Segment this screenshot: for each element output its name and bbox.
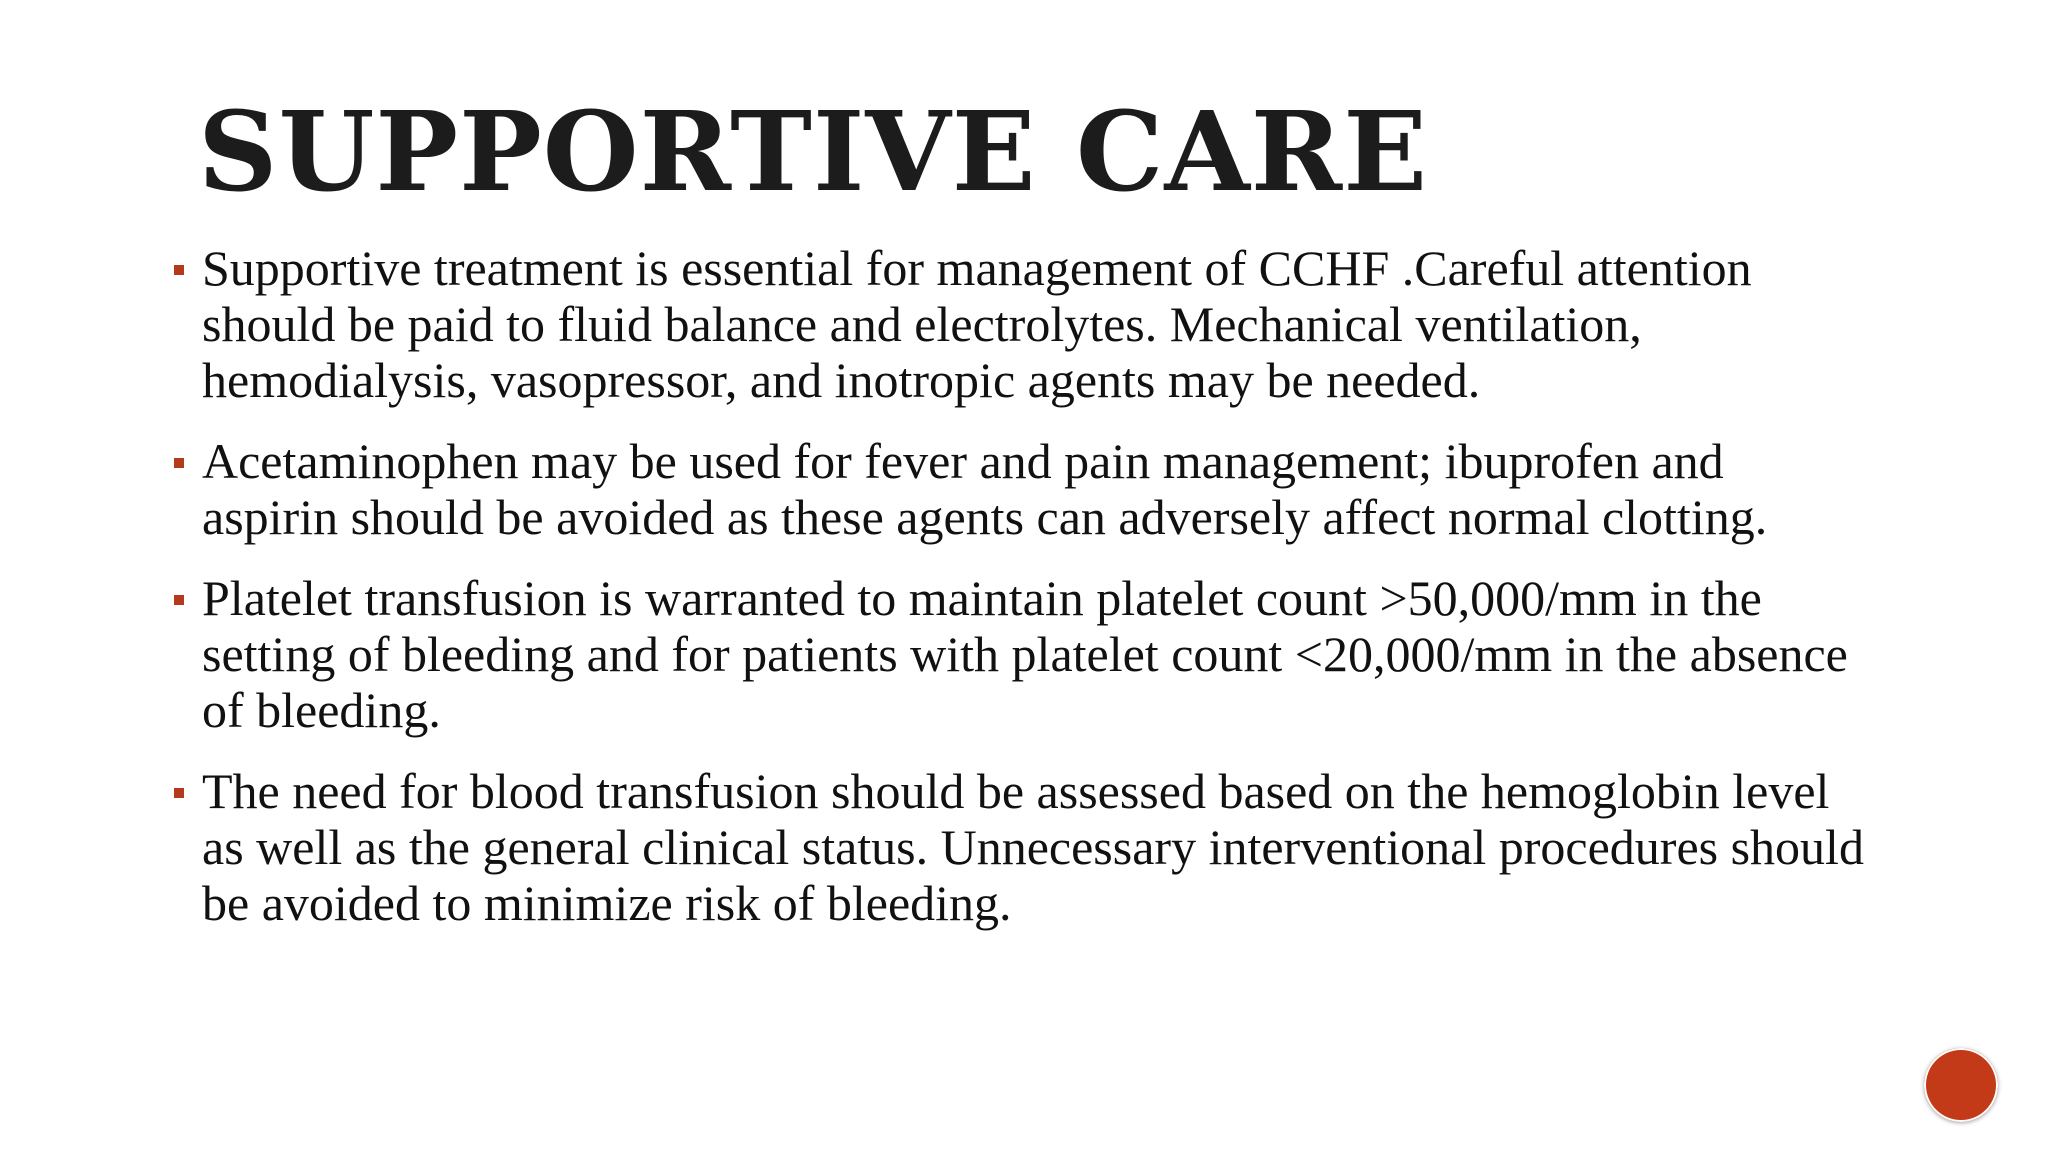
square-bullet-icon — [174, 458, 184, 468]
bullet-item — [168, 570, 1868, 738]
bullet-text: Platelet transfusion is warranted to maintain platelet count >50,000/mm in the setting of bleeding and for patients with platelet count <20,000/mm in the absence of bleeding. — [202, 570, 1848, 738]
bullet-item — [168, 763, 1868, 931]
square-bullet-icon — [174, 265, 184, 275]
bullet-text: The need for blood transfusion should be assessed based on the hemoglobin level as well as the general clinical status. Unnecessary interventional procedures should be avoided to minimize risk of bleeding. — [202, 763, 1864, 931]
bullet-text: Supportive treatment is essential for management of CCHF .Careful attention should be paid to fluid balance and electrolytes. Mechanical ventilation, hemodialysis, vasopressor, and inotropic agents may be needed. — [202, 240, 1752, 408]
bullet-item — [168, 433, 1868, 545]
bullet-item — [168, 240, 1868, 408]
bullet-list — [168, 240, 1868, 956]
square-bullet-icon — [174, 595, 184, 605]
slide-title: SUPPORTIVE CARE — [198, 87, 1429, 216]
bullet-text: Acetaminophen may be used for fever and pain management; ibuprofen and aspirin should be avoided as these agents can adversely affect normal clotting. — [202, 433, 1768, 545]
circle-nav-button-icon[interactable] — [1924, 1048, 1998, 1122]
square-bullet-icon — [174, 788, 184, 798]
